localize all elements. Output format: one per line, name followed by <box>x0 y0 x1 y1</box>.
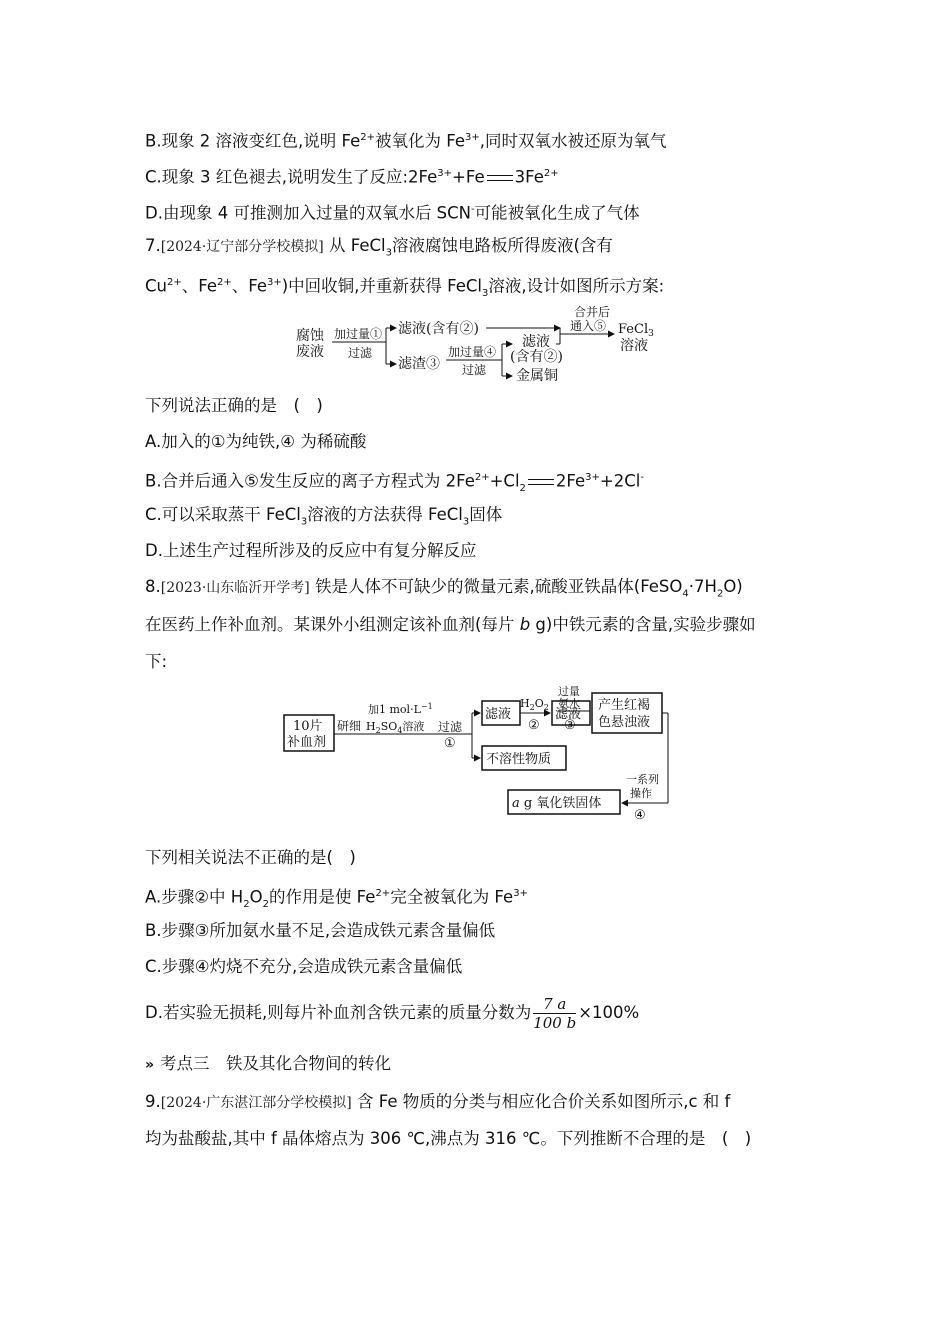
q8-flow-filtrate-2: 滤液 <box>555 707 582 722</box>
q8-flow-c3: ③ <box>564 718 576 733</box>
q8-flow-filtrate: 滤液 <box>485 707 512 722</box>
q7-stem-line1: 7.[2024·辽宁部分学校模拟] 从 FeCl$_3$溶液腐蚀电路板所得废液(含有 <box>145 236 613 259</box>
q8-flowchart <box>280 683 680 823</box>
q8-option-c: C.步骤④灼烧不充分,会造成铁元素含量偏低 <box>145 957 463 976</box>
q7-flow-op2b: 过滤 <box>462 363 487 377</box>
q8-flow-c2: ② <box>528 718 540 733</box>
q8-flow-start-2: 补血剂 <box>287 735 327 750</box>
q8-flow-c1: ① <box>444 736 456 751</box>
q7-flow-product-2: 溶液 <box>620 338 648 354</box>
fraction: $\frac{7 a}{100 b}$ <box>533 995 577 1032</box>
q7-flow-product-1: FeCl$_3$ <box>618 322 654 339</box>
q7-flow-filtrate2b: (含有②) <box>510 349 563 365</box>
q8-flow-suspension-2: 色悬浊液 <box>598 715 651 730</box>
q8-question: 下列相关说法不正确的是( ) <box>145 848 356 867</box>
q7-option-a: A.加入的①为纯铁,④ 为稀硫酸 <box>145 432 367 451</box>
double-chevron-icon: » <box>145 1057 151 1073</box>
q8-flow-acid-1: 加1 $mol\cdot L^{-1}$ <box>368 702 433 716</box>
q8-option-a: A.步骤②中 $H_2O_2$的作用是使 $Fe^{2+}$完全被氧化为 $Fe^{3+}$ <box>145 887 528 910</box>
equal-sign-icon <box>487 175 513 181</box>
q8-flow-solid: a g 氧化铁固体 <box>512 796 602 811</box>
q8-flow-ops-2: 操作 <box>630 787 652 800</box>
q7-option-b: B.合并后通入⑤发生反应的离子方程式为 $2Fe^{2+}+Cl_2$ $2Fe^{3+}+2Cl^-$ <box>145 471 644 494</box>
q8-flow-c4: ④ <box>634 808 646 823</box>
q9-stem-line1: 9.[2024·广东湛江部分学校模拟] 含 Fe 物质的分类与相应化合价关系如图所示,c 和 f <box>145 1092 731 1111</box>
q8-option-d: D.若实验无损耗,则每片补血剂含铁元素的质量分数为 $\frac{7 a}{100 b}$ ×100% <box>145 995 640 1032</box>
q7-flow-op3b: 通入⑤ <box>570 319 607 333</box>
q9-source: [2024·广东湛江部分学校模拟] <box>160 1095 352 1111</box>
q8-flow-h2o2: $H_2O_2$ <box>520 697 549 712</box>
q8-option-b: B.步骤③所加氨水量不足,会造成铁元素含量偏低 <box>145 921 496 940</box>
q8-flow-suspension-1: 产生红褐 <box>598 698 651 713</box>
q8-source: [2023·山东临沂开学考] <box>160 580 310 596</box>
equal-sign-icon <box>528 479 554 485</box>
q7-flow-start-2: 废液 <box>296 344 324 360</box>
q8-stem-line3: 下: <box>145 652 168 671</box>
q7-answer-paren: ( ) <box>293 396 323 415</box>
q8-stem-line1: 8.[2023·山东临沂开学考] 铁是人体不可缺少的微量元素,硫酸亚铁晶体$(FeSO_4\cdot 7H_2O)$ <box>145 577 743 600</box>
q7-question: 下列说法正确的是 ( ) <box>145 396 323 415</box>
section-heading: » 考点三 铁及其化合物间的转化 <box>145 1052 391 1077</box>
q6-option-b: B.现象 2 溶液变红色,说明 $Fe^{2+}$被氧化为 $Fe^{3+}$,同时双氧水被还原为氧气 <box>145 131 667 151</box>
q8-stem-line2: 在医药上作补血剂。某课外小组测定该补血剂(每片 b g)中铁元素的含量,实验步骤如 <box>145 615 756 634</box>
q7-flow-copper: 金属铜 <box>516 368 558 384</box>
q8-flow-grind: 研细 <box>337 719 362 733</box>
q8-flow-nh3a: 过量 <box>558 685 580 698</box>
q7-flow-op3a: 合并后 <box>574 305 611 319</box>
q7-flow-op2: 加过量④ <box>448 345 497 359</box>
q7-flow-op1b: 过滤 <box>348 346 373 360</box>
q8-flow-nh3b: 氨水 <box>558 697 580 710</box>
q6-option-d: D.由现象 4 可推测加入过量的双氧水后 SCN-可能被氧化生成了气体 <box>145 203 640 223</box>
q7-option-c: C.可以采取蒸干 FeCl$_3$溶液的方法获得 FeCl$_3$固体 <box>145 505 503 528</box>
q8-flow-ops-1: 一系列 <box>626 773 659 786</box>
q7-flow-start-1: 腐蚀 <box>296 328 324 344</box>
q9-answer-paren: ( ) <box>721 1129 752 1148</box>
q7-stem-line2: $Cu^{2+}$、$Fe^{2+}$、$Fe^{3+}$)中回收铜,并重新获得 FeCl$_3$溶液,设计如图所示方案: <box>145 276 665 299</box>
q7-option-d: D.上述生产过程所涉及的反应中有复分解反应 <box>145 541 477 560</box>
q8-flow-start-1: 10片 <box>293 719 323 734</box>
q7-source: [2024·辽宁部分学校模拟] <box>160 239 324 255</box>
q7-flow-filtrate: 滤液(含有②) <box>398 321 479 337</box>
q6-option-c: C.现象 3 红色褪去,说明发生了反应$:2Fe^{3+}+Fe$ $3Fe^{2+}$ <box>145 167 559 187</box>
q8-flow-filter: 过滤 <box>438 720 463 734</box>
q8-flow-acid-2: $H_2SO_4$溶液 <box>366 720 425 735</box>
q7-flow-residue: 滤渣③ <box>398 356 440 372</box>
q7-flow-op1: 加过量① <box>334 327 383 341</box>
q8-flow-insoluble: 不溶性物质 <box>486 752 552 767</box>
q7-flowchart <box>290 304 670 386</box>
q8-answer-paren: ( ) <box>326 848 356 867</box>
q9-stem-line2: 均为盐酸盐,其中 f 晶体熔点为 306 ℃,沸点为 316 ℃。下列推断不合理的是 ( ) <box>145 1129 752 1148</box>
q7-flow-filtrate2a: 滤液 <box>522 334 550 350</box>
